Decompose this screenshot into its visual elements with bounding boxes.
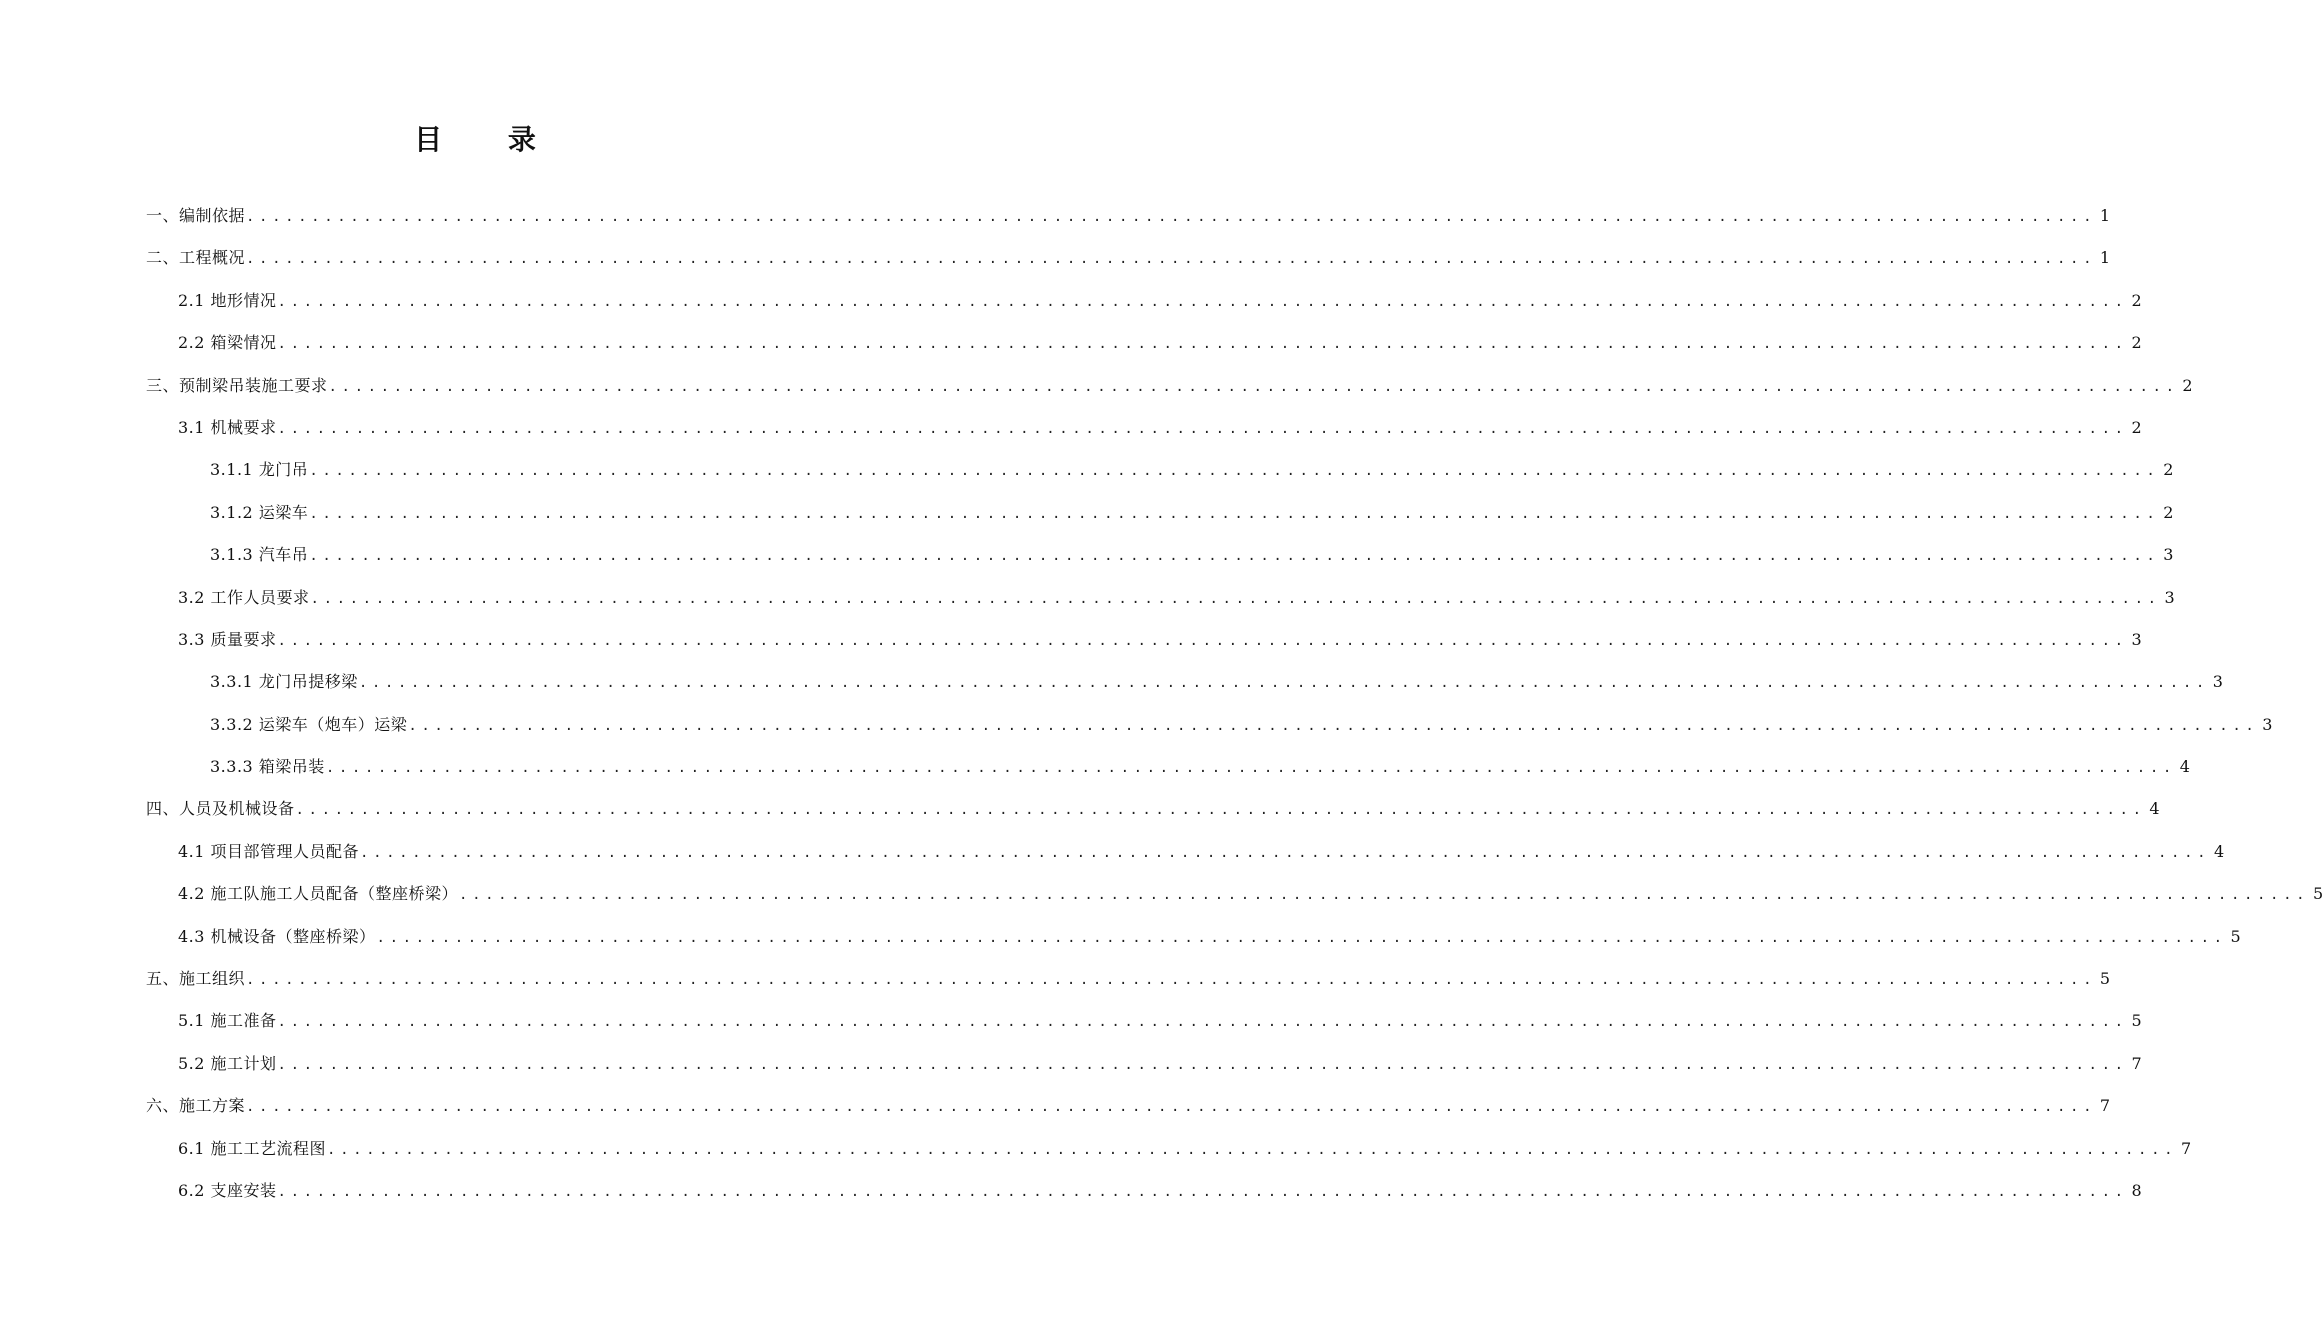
toc-entry-label: 6.1 施工工艺流程图 bbox=[178, 1138, 327, 1158]
toc-entry-label: 3.3 质量要求 bbox=[178, 629, 277, 649]
toc-leader-dots: .............................................................................................................................................. bbox=[295, 802, 2146, 819]
toc-leader-dots: .............................................................................................................................................. bbox=[277, 1056, 2128, 1073]
toc-entry-label: 五、施工组织 bbox=[146, 969, 246, 989]
toc-entry[interactable] bbox=[146, 661, 2223, 703]
toc-entry-label: 5.2 施工计划 bbox=[178, 1053, 277, 1073]
toc-entry[interactable] bbox=[146, 407, 2142, 449]
toc-entry-page-number: 7 bbox=[2099, 1096, 2111, 1116]
toc-entry-page-number: 3 bbox=[2131, 629, 2142, 649]
toc-entry[interactable] bbox=[146, 831, 2225, 873]
toc-leader-dots: .............................................................................................................................................. bbox=[277, 1183, 2128, 1200]
toc-leader-dots: .............................................................................................................................................. bbox=[277, 420, 2128, 437]
toc-entry[interactable] bbox=[146, 916, 2241, 958]
toc-leader-dots: .............................................................................................................................................. bbox=[358, 675, 2209, 692]
toc-leader-dots: .............................................................................................................................................. bbox=[325, 760, 2176, 777]
toc-entry-label: 2.2 箱梁情况 bbox=[178, 333, 277, 353]
toc-entry[interactable] bbox=[146, 1085, 2111, 1127]
toc-entry-label: 4.3 机械设备（整座桥梁） bbox=[178, 926, 376, 946]
toc-entry-page-number: 1 bbox=[2099, 206, 2111, 225]
toc-leader-dots: .............................................................................................................................................. bbox=[277, 1014, 2128, 1031]
toc-entry-page-number: 3 bbox=[2212, 672, 2223, 692]
toc-entry-label: 六、施工方案 bbox=[146, 1096, 246, 1116]
toc-entry[interactable] bbox=[146, 1000, 2142, 1042]
toc-entry-page-number: 3 bbox=[2164, 587, 2175, 607]
toc-entry[interactable] bbox=[146, 449, 2174, 491]
toc-entry-page-number: 2 bbox=[2182, 375, 2193, 395]
toc-entry-page-number: 7 bbox=[2180, 1138, 2192, 1158]
toc-leader-dots: .............................................................................................................................................. bbox=[309, 505, 2160, 522]
toc-leader-dots: .............................................................................................................................................. bbox=[309, 548, 2160, 565]
toc-leader-dots: .............................................................................................................................................. bbox=[246, 1099, 2097, 1116]
toc-entry-label: 3.1.3 汽车吊 bbox=[210, 545, 309, 565]
toc-leader-dots: .............................................................................................................................................. bbox=[246, 209, 2097, 225]
toc-entry-page-number: 2 bbox=[2131, 333, 2142, 353]
toc-leader-dots: .............................................................................................................................................. bbox=[328, 378, 2179, 395]
toc-entry-page-number: 4 bbox=[2179, 757, 2190, 777]
toc-entry[interactable] bbox=[146, 746, 2190, 788]
toc-entry-label: 一、编制依据 bbox=[146, 206, 246, 225]
toc-entry-label: 三、预制梁吊装施工要求 bbox=[146, 375, 328, 395]
toc-list bbox=[146, 195, 2323, 1212]
toc-leader-dots: .............................................................................................................................................. bbox=[277, 336, 2128, 353]
toc-entry[interactable] bbox=[146, 365, 2193, 407]
toc-entry-page-number: 1 bbox=[2099, 248, 2111, 268]
toc-leader-dots: .............................................................................................................................................. bbox=[376, 929, 2227, 946]
toc-leader-dots: .............................................................................................................................................. bbox=[246, 251, 2097, 268]
toc-entry[interactable] bbox=[146, 619, 2142, 661]
toc-entry-page-number: 8 bbox=[2131, 1180, 2142, 1200]
toc-entry-page-number: 7 bbox=[2131, 1053, 2142, 1073]
toc-leader-dots: .............................................................................................................................................. bbox=[277, 293, 2128, 310]
toc-entry-label: 3.3.3 箱梁吊装 bbox=[210, 757, 325, 777]
toc-leader-dots: .............................................................................................................................................. bbox=[277, 632, 2128, 649]
toc-entry[interactable] bbox=[146, 704, 2273, 746]
toc-entry-label: 6.2 支座安装 bbox=[178, 1180, 277, 1200]
toc-entry-label: 4.2 施工队施工人员配备（整座桥梁） bbox=[178, 884, 459, 904]
toc-entry[interactable] bbox=[146, 237, 2111, 279]
toc-entry[interactable] bbox=[146, 788, 2160, 830]
toc-entry-label: 3.1 机械要求 bbox=[178, 417, 277, 437]
toc-entry-label: 3.3.2 运梁车（炮车）运梁 bbox=[210, 714, 408, 734]
toc-entry-page-number: 5 bbox=[2131, 1011, 2142, 1031]
toc-leader-dots: .............................................................................................................................................. bbox=[310, 590, 2161, 607]
toc-entry-page-number: 5 bbox=[2312, 884, 2323, 904]
toc-entry-page-number: 3 bbox=[2262, 714, 2273, 734]
toc-entry-page-number: 3 bbox=[2163, 545, 2174, 565]
toc-entry-page-number: 5 bbox=[2230, 926, 2241, 946]
toc-entry-page-number: 5 bbox=[2099, 969, 2111, 989]
toc-leader-dots: .............................................................................................................................................. bbox=[327, 1141, 2178, 1158]
toc-entry-page-number: 4 bbox=[2213, 841, 2225, 861]
toc-entry[interactable] bbox=[146, 492, 2174, 534]
toc-entry[interactable] bbox=[146, 280, 2142, 322]
toc-entry-label: 3.2 工作人员要求 bbox=[178, 587, 310, 607]
toc-entry-label: 4.1 项目部管理人员配备 bbox=[178, 841, 360, 861]
toc-leader-dots: .............................................................................................................................................. bbox=[459, 887, 2310, 904]
toc-entry-page-number: 4 bbox=[2149, 799, 2160, 819]
toc-entry-label: 3.1.1 龙门吊 bbox=[210, 460, 309, 480]
toc-entry[interactable] bbox=[146, 1043, 2142, 1085]
toc-title: 目 录 bbox=[414, 123, 564, 156]
toc-entry[interactable] bbox=[146, 1128, 2192, 1170]
toc-leader-dots: .............................................................................................................................................. bbox=[246, 972, 2097, 989]
toc-entry-label: 四、人员及机械设备 bbox=[146, 799, 295, 819]
toc-entry-label: 2.1 地形情况 bbox=[178, 290, 277, 310]
toc-entry[interactable] bbox=[146, 958, 2111, 1000]
toc-entry[interactable] bbox=[146, 534, 2174, 576]
toc-entry[interactable] bbox=[146, 1170, 2142, 1212]
toc-leader-dots: .............................................................................................................................................. bbox=[309, 463, 2160, 480]
toc-entry-label: 二、工程概况 bbox=[146, 248, 246, 268]
toc-entry[interactable] bbox=[146, 873, 2323, 915]
toc-entry-label: 3.3.1 龙门吊提移梁 bbox=[210, 672, 358, 692]
toc-entry-page-number: 2 bbox=[2131, 290, 2142, 310]
toc-entry[interactable] bbox=[146, 322, 2142, 364]
toc-leader-dots: .............................................................................................................................................. bbox=[408, 717, 2259, 734]
toc-entry[interactable] bbox=[146, 195, 2111, 237]
toc-leader-dots: .............................................................................................................................................. bbox=[360, 844, 2211, 861]
toc-entry-label: 5.1 施工准备 bbox=[178, 1011, 277, 1031]
toc-entry-page-number: 2 bbox=[2163, 460, 2174, 480]
toc-entry-page-number: 2 bbox=[2163, 502, 2174, 522]
toc-entry-label: 3.1.2 运梁车 bbox=[210, 502, 309, 522]
toc-entry-page-number: 2 bbox=[2131, 417, 2142, 437]
toc-entry[interactable] bbox=[146, 577, 2175, 619]
